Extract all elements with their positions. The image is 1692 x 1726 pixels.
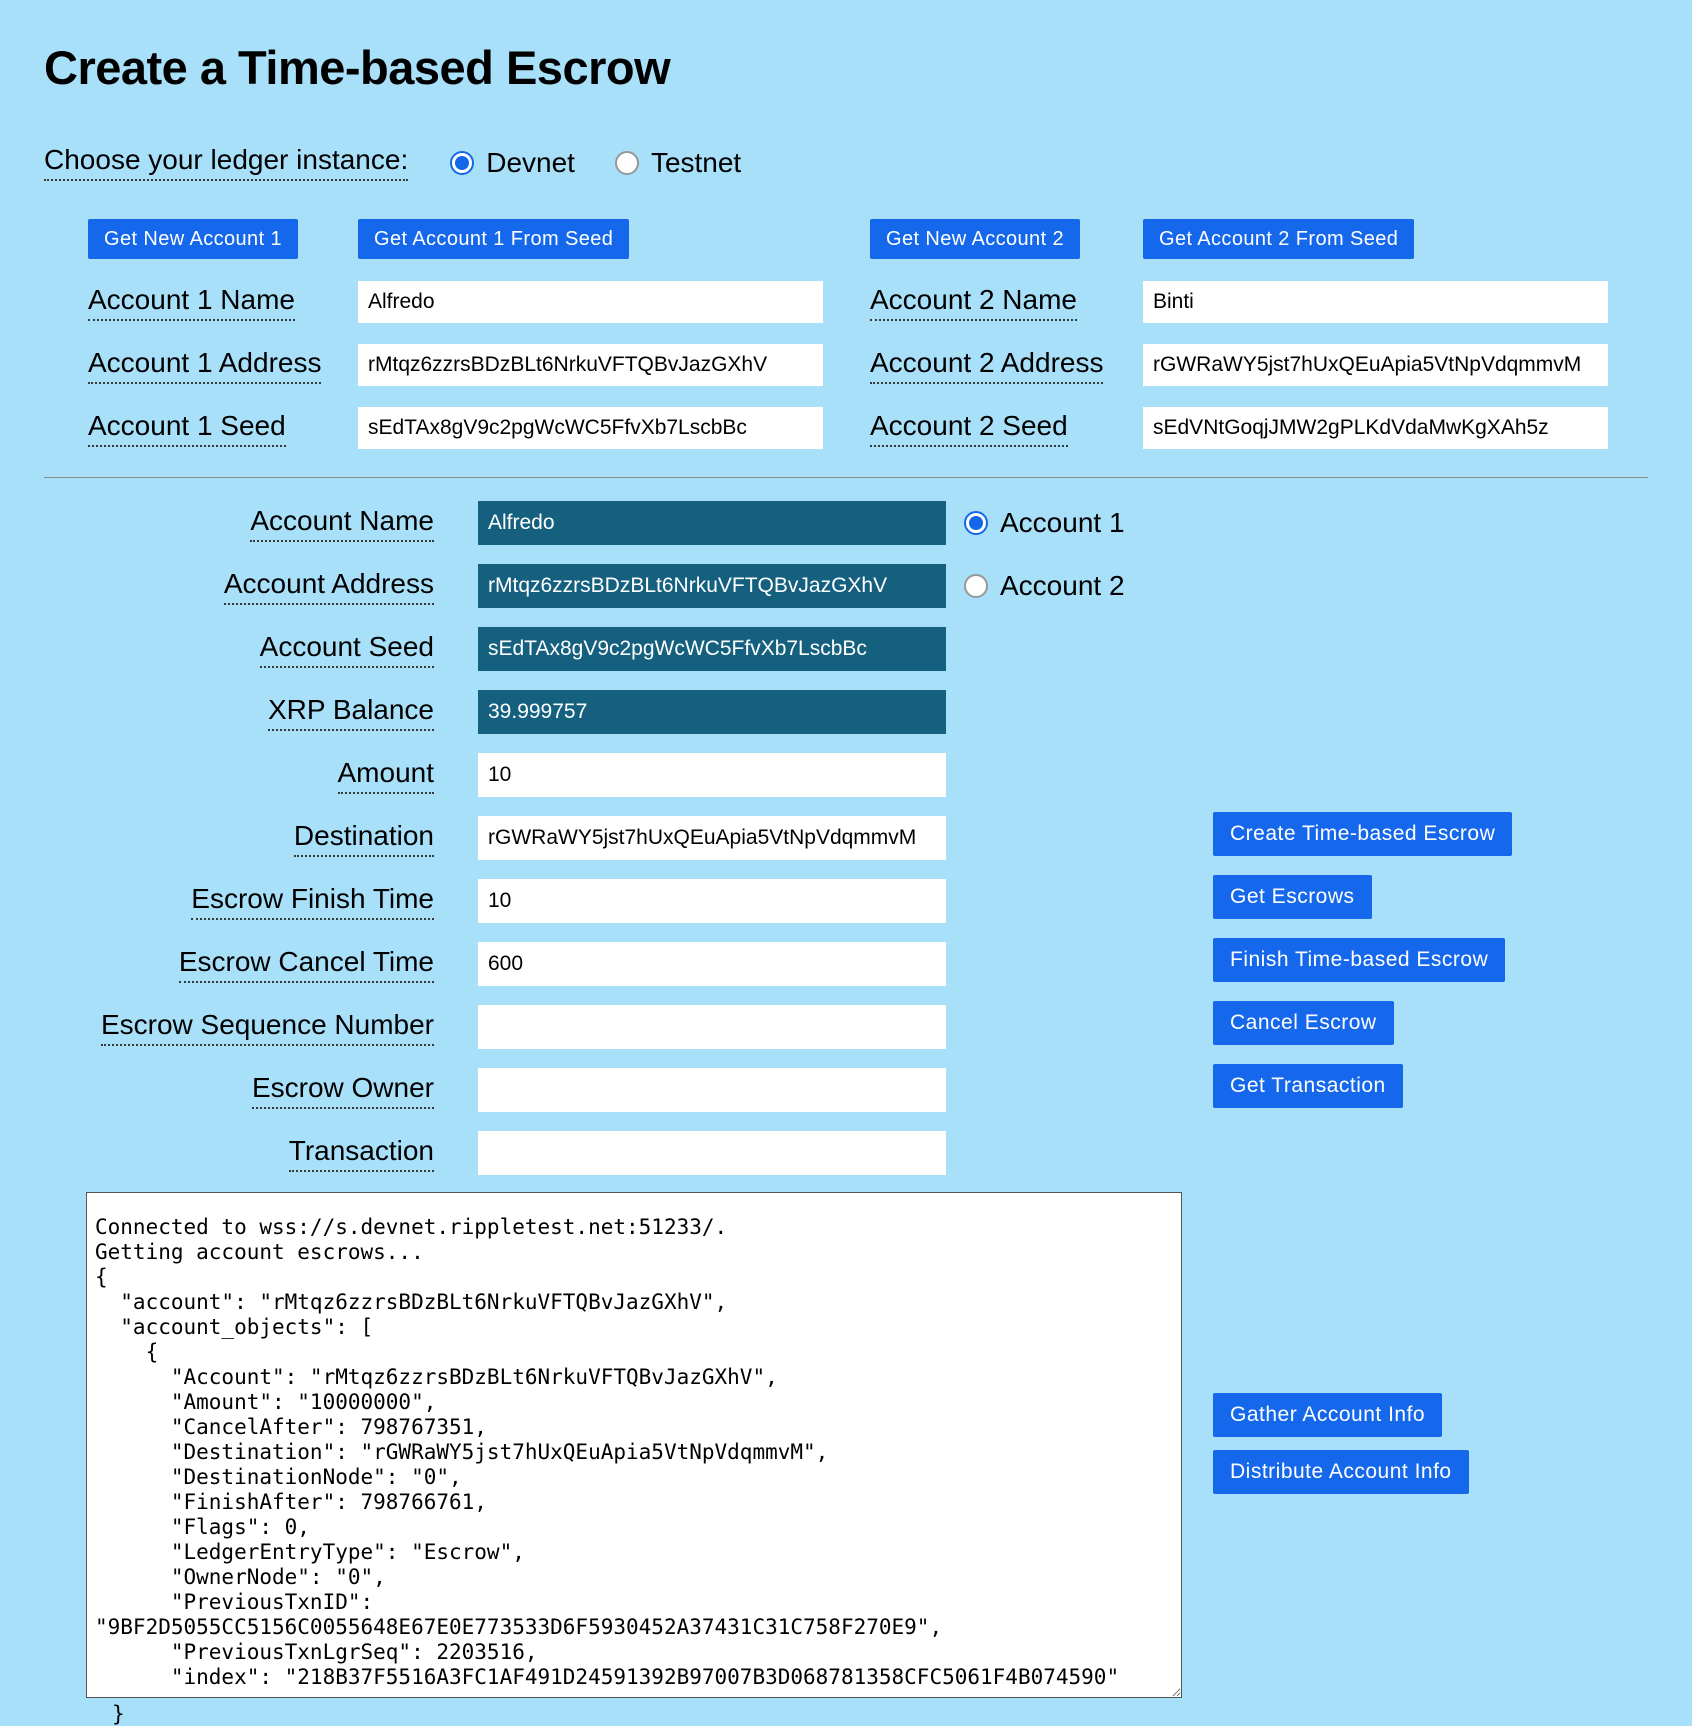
create-time-based-escrow-button[interactable]: Create Time-based Escrow	[1213, 812, 1512, 856]
escrow-form	[44, 501, 946, 1175]
escrow-sequence-number-label: Escrow Sequence Number	[44, 1009, 434, 1046]
gather-account-info-button[interactable]: Gather Account Info	[1213, 1393, 1442, 1437]
devnet-radio[interactable]	[450, 151, 474, 175]
escrow-actions	[1213, 812, 1512, 1108]
account2-radio-row	[964, 564, 1125, 608]
escrow-owner-label: Escrow Owner	[44, 1072, 434, 1109]
account-seed-field[interactable]	[478, 627, 946, 671]
devnet-label: Devnet	[486, 146, 575, 178]
escrow-finish-time-input[interactable]	[478, 879, 946, 923]
finish-time-based-escrow-button[interactable]: Finish Time-based Escrow	[1213, 938, 1505, 982]
get-account1-from-seed-button[interactable]: Get Account 1 From Seed	[358, 219, 629, 259]
overflow-text: }	[112, 1702, 125, 1726]
escrow-cancel-time-input[interactable]	[478, 942, 946, 986]
amount-input[interactable]	[478, 753, 946, 797]
cancel-escrow-button[interactable]: Cancel Escrow	[1213, 1001, 1394, 1045]
destination-label: Destination	[44, 820, 434, 857]
account1-address-input[interactable]	[358, 344, 823, 386]
transaction-input[interactable]	[478, 1131, 946, 1175]
account1-name-label: Account 1 Name	[88, 284, 358, 321]
account1-radio[interactable]	[964, 511, 988, 535]
account-info-actions	[1213, 1393, 1469, 1494]
escrow-finish-time-label: Escrow Finish Time	[44, 883, 434, 920]
account2-radio-label: Account 2	[1000, 570, 1125, 601]
results-textarea[interactable]	[86, 1192, 1182, 1698]
destination-input[interactable]	[478, 816, 946, 860]
account1-address-label: Account 1 Address	[88, 347, 358, 384]
distribute-account-info-button[interactable]: Distribute Account Info	[1213, 1450, 1469, 1494]
account-select	[964, 501, 1125, 627]
account-address-label: Account Address	[44, 568, 434, 605]
escrow-sequence-number-input[interactable]	[478, 1005, 946, 1049]
account-name-label: Account Name	[44, 505, 434, 542]
page-title: Create a Time-based Escrow	[44, 41, 671, 94]
get-account2-from-seed-button[interactable]: Get Account 2 From Seed	[1143, 219, 1414, 259]
divider	[44, 477, 1648, 478]
amount-label: Amount	[44, 757, 434, 794]
account2-address-label: Account 2 Address	[870, 347, 1143, 384]
escrow-cancel-time-label: Escrow Cancel Time	[44, 946, 434, 983]
transaction-label: Transaction	[44, 1135, 434, 1172]
ledger-instance-row	[44, 144, 741, 181]
account-address-field[interactable]	[478, 564, 946, 608]
get-escrows-button[interactable]: Get Escrows	[1213, 875, 1372, 919]
account2-address-input[interactable]	[1143, 344, 1608, 386]
accounts-section	[88, 218, 1608, 449]
account2-seed-input[interactable]	[1143, 407, 1608, 449]
testnet-label: Testnet	[650, 146, 742, 178]
account1-name-input[interactable]	[358, 281, 823, 323]
get-transaction-button[interactable]: Get Transaction	[1213, 1064, 1403, 1108]
account-seed-label: Account Seed	[44, 631, 434, 668]
account1-radio-label: Account 1	[1000, 507, 1125, 538]
account1-seed-input[interactable]	[358, 407, 823, 449]
get-new-account1-button[interactable]: Get New Account 1	[88, 219, 298, 259]
account2-radio[interactable]	[964, 574, 988, 598]
xrp-balance-field[interactable]	[478, 690, 946, 734]
xrp-balance-label: XRP Balance	[44, 694, 434, 731]
account2-seed-label: Account 2 Seed	[870, 410, 1143, 447]
account2-name-label: Account 2 Name	[870, 284, 1143, 321]
account1-radio-row	[964, 501, 1125, 545]
account2-name-input[interactable]	[1143, 281, 1608, 323]
account-name-field[interactable]	[478, 501, 946, 545]
account1-seed-label: Account 1 Seed	[88, 410, 358, 447]
ledger-instance-label: Choose your ledger instance:	[44, 144, 408, 181]
escrow-owner-input[interactable]	[478, 1068, 946, 1112]
get-new-account2-button[interactable]: Get New Account 2	[870, 219, 1080, 259]
testnet-radio[interactable]	[615, 151, 639, 175]
